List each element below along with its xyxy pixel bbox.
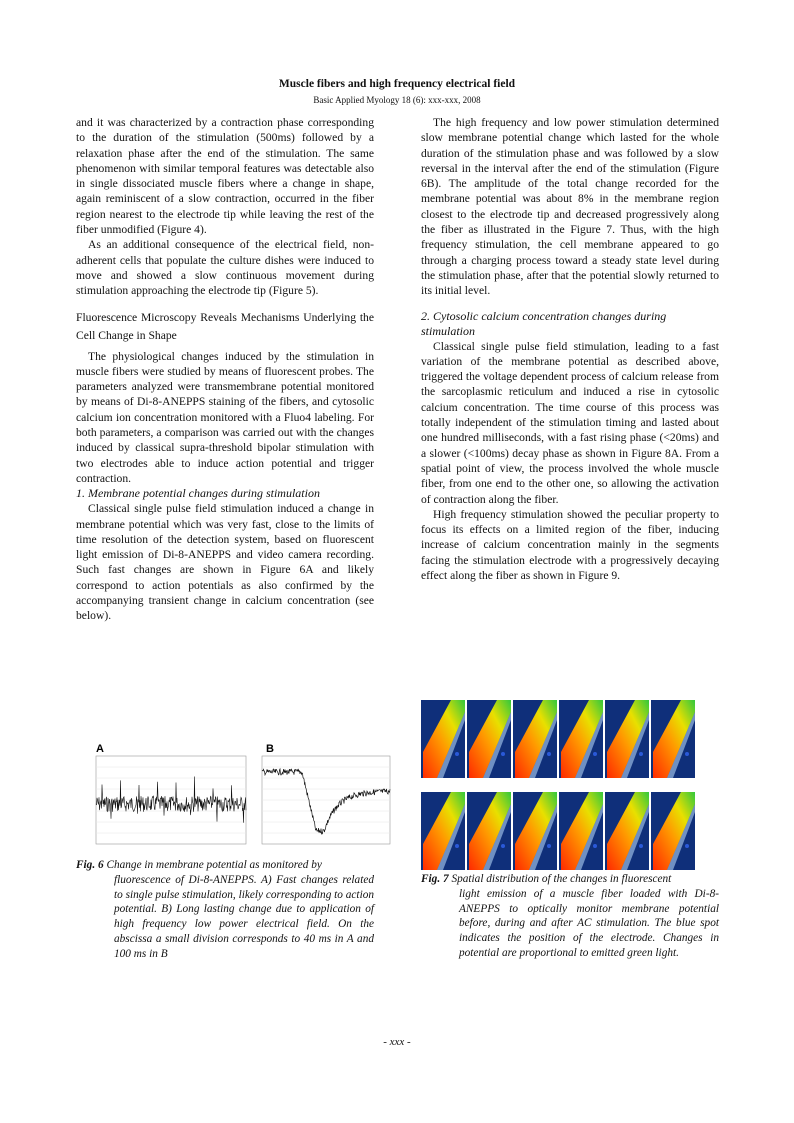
fluorescence-image xyxy=(651,792,695,870)
journal-reference: Basic Applied Myology 18 (6): xxx-xxx, 2008 xyxy=(313,95,481,105)
paragraph: Classical single pulse field stimulation induced a change in membrane potential which was very fast, close to the limits of time resolution of the detection system, based on fluorescent light emission of Di-8-ANEPPS and video camera recording. Such fast changes are shown in Figure 6A and likely correspond to action potentials as also confirmed by the accompanying transient change in calcium concentration (see below). xyxy=(76,502,374,623)
paragraph: The physiological changes induced by the stimulation in muscle fibers were studied by means of fluorescent probes. The parameters analyzed were transmembrane potential monitored by means of Di-8-ANEPPS staining of the fibers, and cytosolic calcium ion concentration monitored with a Fluo4 labeling. For both parameters, a comparison was carried out with the changes induced by classical supra-threshold bipolar stimulation with two electrodes able to induce action potential and trigger contraction. xyxy=(76,349,374,485)
right-column xyxy=(421,115,719,583)
fluorescence-image xyxy=(605,792,649,870)
left-column xyxy=(76,115,374,624)
section-heading: Fluorescence Microscopy Reveals Mechanisms Underlying the Cell Change in Shape xyxy=(76,310,374,342)
page-title: Muscle fibers and high frequency electrical field xyxy=(278,78,516,90)
paragraph: and it was characterized by a contraction phase corresponding to the duration of the stimulation (500ms) followed by a relaxation phase after the end of the stimulation. The same phenomenon with similar temporal features was detectable also in single dissociated muscle fibers where a change in shape, again reminiscent of a slow contraction, occurred in the fiber region nearest to the electrode tip while leaving the rest of the fiber unmodified (Figure 4). xyxy=(76,116,374,237)
fluorescence-image xyxy=(559,792,603,870)
panel-a-label: A xyxy=(96,743,104,755)
page-number: - xxx - xyxy=(383,1036,411,1048)
caption-text: Spatial distribution of the changes in fluorescent xyxy=(451,873,672,885)
paragraph: Classical single pulse field stimulation, leading to a fast variation of the membrane potential as described above, triggered the voltage dependent process of calcium release from the sarcoplasmic reticulum and induced a rise in cytosolic calcium concentration. The time course of this process was totally independent of the stimulation timing and lasted about one hundred milliseconds, with a fast rising phase (<20ms) and a slower (<100ms) decay phase as shown in Figure 8A. From a spatial point of view, the process involved the whole muscle fiber, from one end to the other one, so allowing the activation of contraction along the fiber. xyxy=(421,339,719,506)
figure-7-images xyxy=(421,696,697,870)
figure-6-plots xyxy=(86,742,398,854)
caption-text: fluorescence of Di-8-ANEPPS. A) Fast changes related to single pulse stimulation, likely corresponding to action potential. B) Long lasting change due to application of high frequency low power electrical field. On the abscissa a small division corresponds to 40 ms in A and 100 ms in B xyxy=(114,873,375,960)
paragraph: As an additional consequence of the electrical field, non-adherent cells that populate the culture dishes were induced to move and showed a slow continuous movement during stimulation approaching the electrode tip (Figure 5). xyxy=(76,238,374,298)
caption-text: light emission of a muscle fiber loaded with Di-8-ANEPPS to optically monitor membrane potential before, during and after AC stimulation. The blue spot indicates the position of the electrode. Changes in potential are proportional to emitted green light. xyxy=(459,887,719,959)
fluorescence-image xyxy=(559,700,603,778)
fluorescence-image xyxy=(513,792,557,870)
caption-text: Change in membrane potential as monitored by xyxy=(106,859,322,871)
fluorescence-image xyxy=(421,792,465,870)
fluorescence-image xyxy=(651,700,695,778)
subsection-heading: 1. Membrane potential changes during stimulation xyxy=(76,486,320,501)
fluorescence-image xyxy=(421,700,465,778)
paragraph: High frequency stimulation showed the peculiar property to focus its effects on a limited region of the fiber, inducing increase of calcium concentration mainly in the segments facing the stimulation electrode with a progressively decaying effect along the fiber as shown in Figure 9. xyxy=(421,507,719,583)
figure-7-caption xyxy=(421,872,719,961)
caption-label: Fig. 7 xyxy=(421,873,449,885)
figure-6-caption xyxy=(76,858,374,962)
subsection-heading: 2. Cytosolic calcium concentration changes during stimulation xyxy=(421,308,667,338)
fluorescence-image xyxy=(467,792,511,870)
fluorescence-image xyxy=(467,700,511,778)
fluorescence-image xyxy=(605,700,649,778)
panel-a-plot xyxy=(96,756,246,844)
panel-b-label: B xyxy=(266,743,274,755)
paragraph: The high frequency and low power stimulation determined slow membrane potential change which lasted for the whole duration of the stimulation phase and was followed by a slow reversal in the interval after the end of the stimulation (Figure 6B). The amplitude of the total change recorded for the membrane potential was about 8% in the membrane region closest to the electrode tip and decreased progressively along the fiber as illustrated in the Figure 7. Thus, with the high frequency stimulation, the cell membrane appeared to go through a charging process toward a steady state level during the stimulation phase, after that the potential slowly returned to its initial level. xyxy=(421,116,719,298)
caption-label: Fig. 6 xyxy=(76,859,104,871)
fluorescence-image xyxy=(513,700,557,778)
panel-b-plot xyxy=(262,756,390,844)
